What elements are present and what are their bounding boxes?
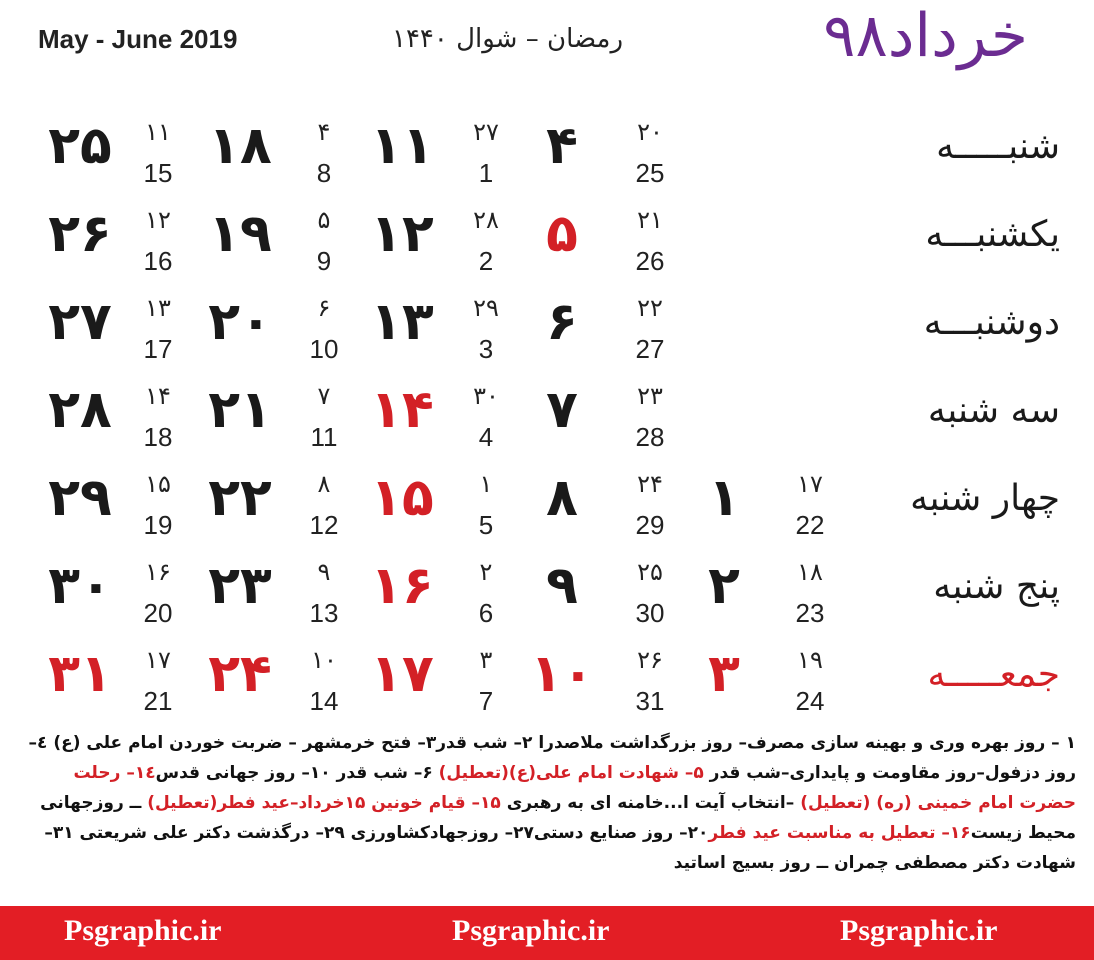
hijri-day-number: ۱۱ bbox=[145, 118, 171, 146]
event-text: ۱۶– تعطیل به مناسبت عید فطر bbox=[708, 823, 971, 843]
gregorian-day-number: 27 bbox=[635, 334, 665, 364]
event-text: ۱٤– رحلت حضرت امام خمینی (ره) (تعطیل) bbox=[73, 763, 1076, 813]
events-list bbox=[14, 728, 1076, 878]
hijri-day-number: ۱۳ bbox=[145, 294, 171, 322]
gregorian-day-number: 8 bbox=[316, 158, 332, 188]
gregorian-day-number: 7 bbox=[478, 686, 494, 716]
weekday-label: پنج شنبه bbox=[933, 566, 1060, 607]
event-text: ۱ – روز بهره وری و بهینه سازی مصرف– روز بزرگداشت ملاصدرا ۲– شب قدر۳– فتح خرمشهر – ضربت خوردن امام علی (ع) ٤–روز دزفول–روز مقاومت و پایداری–شب قدر bbox=[28, 733, 1076, 783]
hijri-day-number: ۴ bbox=[317, 118, 331, 146]
persian-day-number: ۵ bbox=[546, 204, 578, 264]
persian-day-number: ۱۲ bbox=[370, 204, 434, 264]
gregorian-day-number: 22 bbox=[795, 510, 825, 540]
event-text: ۶– شب قدر ۱۰– روز جهانی قدس bbox=[155, 763, 439, 783]
hijri-day-number: ۳۰ bbox=[473, 382, 499, 410]
hijri-day-number: ۹ bbox=[317, 558, 331, 586]
persian-day-number: ۱ bbox=[708, 468, 740, 528]
hijri-day-number: ۲۳ bbox=[637, 382, 663, 410]
hijri-day-number: ۱۶ bbox=[145, 558, 171, 586]
gregorian-day-number: 29 bbox=[635, 510, 665, 540]
hijri-day-number: ۲۶ bbox=[637, 646, 663, 674]
hijri-day-number: ۲۸ bbox=[473, 206, 499, 234]
hijri-month-label: رمضان – شوال ۱۴۴۰ bbox=[392, 24, 624, 54]
weekday-label: سه شنبه bbox=[927, 390, 1060, 431]
event-text: ۱۵– قیام خونین ۱۵خرداد–عید فطر(تعطیل) bbox=[147, 793, 501, 813]
gregorian-day-number: 28 bbox=[635, 422, 665, 452]
gregorian-day-number: 11 bbox=[310, 422, 338, 452]
gregorian-day-number: 2 bbox=[478, 246, 494, 276]
persian-day-number: ۷ bbox=[546, 380, 578, 440]
persian-day-number: ۹ bbox=[546, 556, 578, 616]
persian-day-number: ۱۱ bbox=[370, 116, 434, 176]
event-text: ۲۰– روز صنایع دستی۲۷– روزجهادکشاورزی ۲۹– درگذشت دکتر علی شریعتی ۳۱– شهادت دکتر مصطفی چمران ــ روز بسیج اساتید bbox=[44, 823, 1076, 873]
hijri-day-number: ۱۴ bbox=[145, 382, 171, 410]
hijri-day-number: ۱۵ bbox=[145, 470, 171, 498]
footer-bar bbox=[0, 906, 1094, 960]
gregorian-day-number: 21 bbox=[143, 686, 173, 716]
persian-day-number: ۲۸ bbox=[48, 380, 112, 440]
footer-link[interactable]: Psgraphic.ir bbox=[452, 914, 610, 947]
gregorian-day-number: 18 bbox=[143, 422, 173, 452]
calendar-row bbox=[0, 376, 1094, 464]
gregorian-day-number: 10 bbox=[309, 334, 339, 364]
gregorian-day-number: 24 bbox=[795, 686, 825, 716]
persian-day-number: ۲۵ bbox=[48, 116, 112, 176]
calendar-row bbox=[0, 640, 1094, 728]
gregorian-day-number: 3 bbox=[478, 334, 494, 364]
gregorian-day-number: 16 bbox=[143, 246, 173, 276]
hijri-day-number: ۲۷ bbox=[473, 118, 499, 146]
hijri-day-number: ۶ bbox=[317, 294, 331, 322]
weekday-label: دوشنبـــه bbox=[923, 302, 1060, 343]
hijri-day-number: ۱۰ bbox=[311, 646, 337, 674]
persian-day-number: ۳ bbox=[708, 644, 740, 704]
persian-day-number: ۲۱ bbox=[208, 380, 272, 440]
persian-day-number: ۱۹ bbox=[208, 204, 272, 264]
hijri-day-number: ۱۲ bbox=[145, 206, 171, 234]
calendar-row bbox=[0, 552, 1094, 640]
persian-day-number: ۱۸ bbox=[208, 116, 272, 176]
hijri-day-number: ۲۰ bbox=[637, 118, 663, 146]
gregorian-day-number: 23 bbox=[795, 598, 825, 628]
gregorian-month-label: May - June 2019 bbox=[38, 24, 238, 54]
gregorian-day-number: 1 bbox=[478, 158, 494, 188]
hijri-day-number: ۲۱ bbox=[637, 206, 663, 234]
persian-day-number: ۱۶ bbox=[370, 556, 434, 616]
event-text: –انتخاب آیت ا...خامنه ای به رهبری bbox=[500, 793, 801, 813]
persian-month-title: خرداد۹۸ bbox=[823, 1, 1028, 71]
hijri-day-number: ۳ bbox=[479, 646, 493, 674]
hijri-day-number: ۲۲ bbox=[637, 294, 663, 322]
footer-link[interactable]: Psgraphic.ir bbox=[840, 914, 998, 947]
calendar-row bbox=[0, 464, 1094, 552]
hijri-day-number: ۱۹ bbox=[797, 646, 823, 674]
hijri-day-number: ۱۷ bbox=[145, 646, 171, 674]
persian-day-number: ۲۰ bbox=[208, 292, 272, 352]
persian-day-number: ۶ bbox=[546, 292, 578, 352]
persian-day-number: ۴ bbox=[546, 116, 578, 176]
weekday-label: جمعـــــه bbox=[927, 654, 1060, 695]
persian-day-number: ۳۱ bbox=[48, 644, 112, 704]
footer-link[interactable]: Psgraphic.ir bbox=[64, 914, 222, 947]
hijri-day-number: ۸ bbox=[317, 470, 331, 498]
gregorian-day-number: 9 bbox=[316, 246, 332, 276]
persian-day-number: ۲۶ bbox=[48, 204, 112, 264]
persian-day-number: ۲۲ bbox=[208, 468, 272, 528]
gregorian-day-number: 17 bbox=[143, 334, 173, 364]
hijri-day-number: ۲۹ bbox=[473, 294, 499, 322]
gregorian-day-number: 14 bbox=[309, 686, 339, 716]
calendar-row bbox=[0, 112, 1094, 200]
persian-day-number: ۸ bbox=[546, 468, 578, 528]
persian-day-number: ۱۴ bbox=[370, 380, 434, 440]
event-text: ۵– شهادت امام علی(ع)(تعطیل) bbox=[438, 763, 704, 783]
gregorian-day-number: 6 bbox=[478, 598, 494, 628]
gregorian-day-number: 25 bbox=[635, 158, 665, 188]
gregorian-day-number: 4 bbox=[478, 422, 494, 452]
event-text: ــ روزجهانی محیط زیست bbox=[40, 793, 1076, 843]
persian-day-number: ۲۹ bbox=[48, 468, 112, 528]
gregorian-day-number: 31 bbox=[635, 686, 665, 716]
calendar-row bbox=[0, 200, 1094, 288]
hijri-day-number: ۱۸ bbox=[797, 558, 823, 586]
hijri-day-number: ۲۴ bbox=[637, 470, 663, 498]
persian-day-number: ۱۷ bbox=[370, 644, 434, 704]
weekday-label: یکشنبـــه bbox=[925, 214, 1060, 255]
persian-day-number: ۱۳ bbox=[370, 292, 434, 352]
persian-day-number: ۱۰ bbox=[530, 644, 594, 704]
gregorian-day-number: 5 bbox=[478, 510, 494, 540]
gregorian-day-number: 26 bbox=[635, 246, 665, 276]
persian-day-number: ۲۷ bbox=[48, 292, 112, 352]
hijri-day-number: ۷ bbox=[317, 382, 331, 410]
calendar-row bbox=[0, 288, 1094, 376]
calendar-grid bbox=[0, 112, 1094, 728]
hijri-day-number: ۱۷ bbox=[797, 470, 823, 498]
gregorian-day-number: 13 bbox=[309, 598, 339, 628]
persian-day-number: ۲ bbox=[708, 556, 740, 616]
weekday-label: شنبـــــه bbox=[936, 126, 1060, 167]
weekday-label: چهار شنبه bbox=[910, 478, 1060, 519]
persian-day-number: ۲۳ bbox=[208, 556, 272, 616]
gregorian-day-number: 15 bbox=[143, 158, 173, 188]
hijri-day-number: ۲ bbox=[479, 558, 493, 586]
persian-day-number: ۳۰ bbox=[48, 556, 112, 616]
persian-day-number: ۱۵ bbox=[370, 468, 434, 528]
hijri-day-number: ۲۵ bbox=[637, 558, 663, 586]
persian-day-number: ۲۴ bbox=[208, 644, 272, 704]
gregorian-day-number: 30 bbox=[635, 598, 665, 628]
hijri-day-number: ۱ bbox=[479, 470, 493, 498]
gregorian-day-number: 12 bbox=[309, 510, 339, 540]
gregorian-day-number: 20 bbox=[143, 598, 173, 628]
hijri-day-number: ۵ bbox=[317, 206, 331, 234]
gregorian-day-number: 19 bbox=[143, 510, 173, 540]
